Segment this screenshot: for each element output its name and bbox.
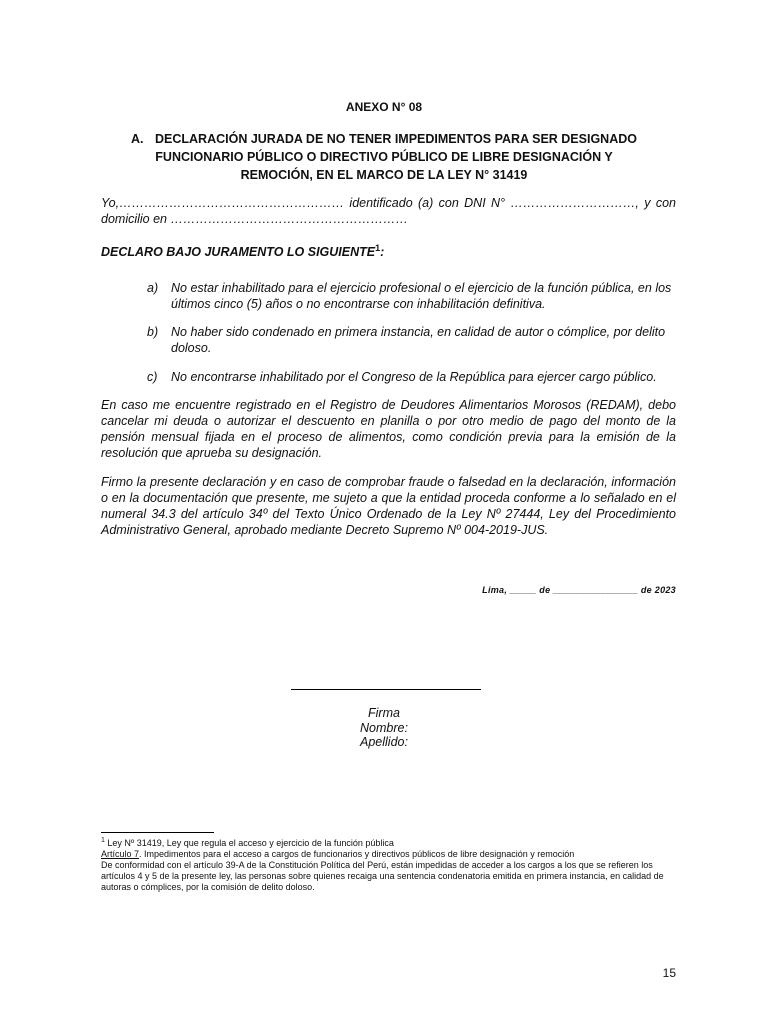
intro-paragraph: Yo,……………………………………………… identificado (a) con DNI N° …………………………, y con domicilio en ………………………………………………… xyxy=(101,196,676,226)
footnote-reference: 1 xyxy=(375,243,381,253)
footnote-article-title: . Impedimentos para el acceso a cargos de funcionarios y directivos públicos de libre designación y remoción xyxy=(139,849,575,859)
redam-paragraph: En caso me encuentre registrado en el Registro de Deudores Alimentarios Morosos (REDAM), debo cancelar mi deuda o autorizar el descuento en planilla o por otro medio de pago del monto de la pensión mensual fijada en el proceso de alimentos, como condición previa para la emisión de la resolución que aprueba su designación. xyxy=(101,398,676,460)
section-title-text-1: DECLARACIÓN JURADA DE NO TENER IMPEDIMENTOS PARA SER DESIGNADO xyxy=(155,132,637,146)
signature-block xyxy=(0,706,768,750)
list-item-text: No estar inhabilitado para el ejercicio profesional o el ejercicio de la función pública, en los últimos cinco (5) años o no encontrarse con inhabilitación definitiva. xyxy=(171,281,672,311)
footnote-body: De conformidad con el artículo 39-A de la Constitución Política del Perú, están impedidas de acceder a los cargos a los que se refieren los artículos 4 y 5 de la presente ley, las personas sobre quienes recaiga una sentencia condenatoria emitida en primera instancia, en calidad de autoras o cómplices, por la comisión de delito doloso. xyxy=(101,860,664,892)
footnote-article xyxy=(101,849,676,860)
declaration-heading xyxy=(101,243,384,259)
signature-line xyxy=(291,689,481,690)
footnote-article-label: Artículo 7 xyxy=(101,849,140,859)
section-letter: A. xyxy=(131,132,144,146)
declaration-heading-text: DECLARO BAJO JURAMENTO LO SIGUIENTE xyxy=(101,245,376,260)
footnote-law-title: Ley Nº 31419, Ley que regula el acceso y ejercicio de la función pública xyxy=(104,838,394,848)
list-item xyxy=(147,369,677,385)
section-title-line-3: REMOCIÓN, EN EL MARCO DE LA LEY N° 31419 xyxy=(240,168,528,182)
annex-title: ANEXO N° 08 xyxy=(345,100,423,114)
section-title-line-1 xyxy=(0,130,768,148)
page-number: 15 xyxy=(662,966,676,980)
surname-label: Apellido: xyxy=(360,735,408,749)
name-label: Nombre: xyxy=(360,720,408,735)
date-line: Lima, _____ de ________________ de 2023 xyxy=(482,585,676,595)
footnote-1 xyxy=(101,835,676,849)
list-item-label: a) xyxy=(147,281,159,295)
section-title xyxy=(0,130,768,184)
section-title-line-2: FUNCIONARIO PÚBLICO O DIRECTIVO PÚBLICO DE LIBRE DESIGNACIÓN Y xyxy=(155,150,613,164)
signature-label: Firma xyxy=(368,706,400,720)
list-item-label: b) xyxy=(147,325,159,339)
declaration-colon: : xyxy=(380,245,385,260)
footnotes xyxy=(101,835,676,893)
list-item-text: No haber sido condenado en primera instancia, en calidad de autor o cómplice, por delito doloso. xyxy=(171,325,666,355)
footnote-separator xyxy=(101,832,214,833)
signature-statement-paragraph: Firmo la presente declaración y en caso de comprobar fraude o falsedad en la declaración, información o en la documentación que presente, me sujeto a que la entidad proceda conforme a lo señalado en el numeral 34.3 del artículo 34º del Texto Único Ordenado de la Ley Nº 27444, Ley del Procedimiento Administrativo General, aprobado mediante Decreto Supremo Nº 004-2019-JUS. xyxy=(101,475,676,537)
list-item-text: No encontrarse inhabilitado por el Congreso de la República para ejercer cargo público. xyxy=(171,370,657,384)
footnote-mark: 1 xyxy=(101,837,105,844)
list-item-label: c) xyxy=(147,370,158,384)
list-item xyxy=(147,280,677,312)
list-item xyxy=(147,324,677,356)
